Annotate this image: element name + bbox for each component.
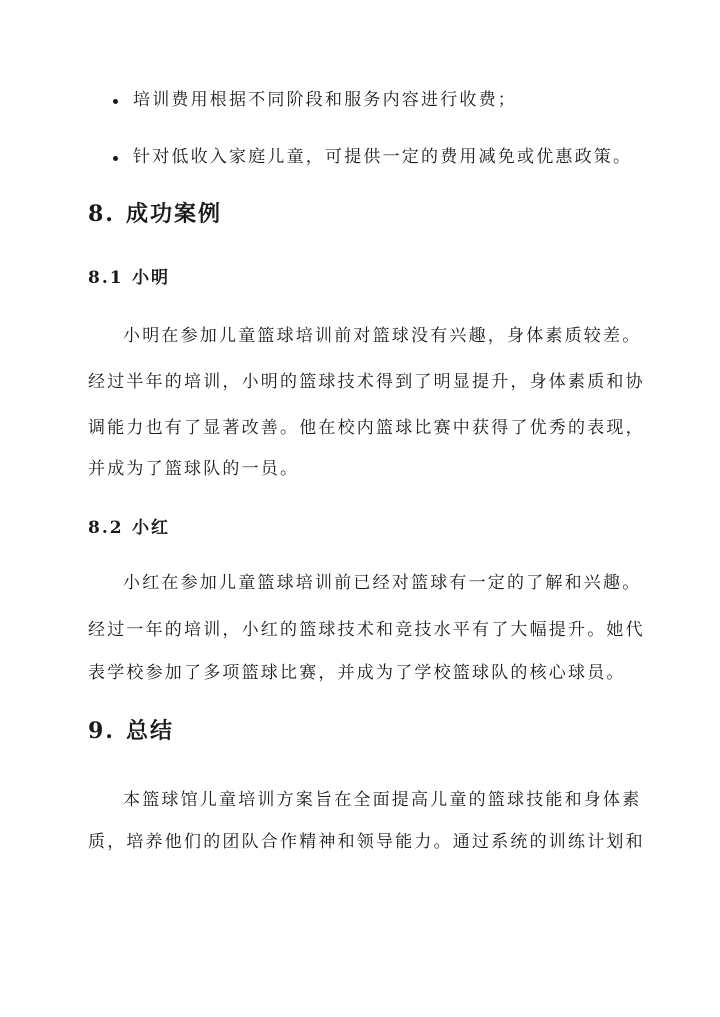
- subsection-title: 小红: [132, 518, 170, 538]
- paragraph-line: 小明在参加儿童篮球培训前对篮球没有兴趣，身体素质较差。: [123, 326, 642, 346]
- paragraph-line: 本篮球馆儿童培训方案旨在全面提高儿童的篮球技能和身体素: [123, 790, 642, 810]
- subsection-number: 8.2: [88, 518, 124, 538]
- bullet-dot-icon: [113, 156, 118, 161]
- paragraph-line: 经过一年的培训，小红的篮球技术和竞技水平有了大幅提升。她代: [88, 620, 645, 640]
- section-number: 8.: [88, 201, 115, 227]
- subsection-title: 小明: [132, 268, 170, 288]
- section-number: 9.: [88, 718, 115, 744]
- section-heading-9: [88, 716, 174, 746]
- section-title: 成功案例: [126, 201, 223, 227]
- paragraph-line: 表学校参加了多项篮球比赛，并成为了学校篮球队的核心球员。: [88, 663, 626, 683]
- paragraph-line: 并成为了篮球队的一员。: [88, 459, 300, 479]
- paragraph-line: 小红在参加儿童篮球培训前已经对篮球有一定的了解和兴趣。: [123, 573, 642, 593]
- paragraph-line: 调能力也有了显著改善。他在校内篮球比赛中获得了优秀的表现，: [88, 418, 645, 438]
- subsection-heading-8-2: [88, 516, 170, 540]
- section-title: 总结: [126, 718, 175, 744]
- bullet-text: 培训费用根据不同阶段和服务内容进行收费；: [133, 90, 517, 110]
- subsection-heading-8-1: [88, 266, 170, 290]
- subsection-number: 8.1: [88, 268, 124, 288]
- paragraph-line: 经过半年的培训，小明的篮球技术得到了明显提升，身体素质和协: [88, 372, 645, 392]
- section-heading-8: [88, 199, 222, 229]
- bullet-dot-icon: [113, 99, 118, 104]
- paragraph-line: 质，培养他们的团队合作精神和领导能力。通过系统的训练计划和: [88, 832, 645, 852]
- bullet-text: 针对低收入家庭儿童，可提供一定的费用减免或优惠政策。: [133, 147, 633, 167]
